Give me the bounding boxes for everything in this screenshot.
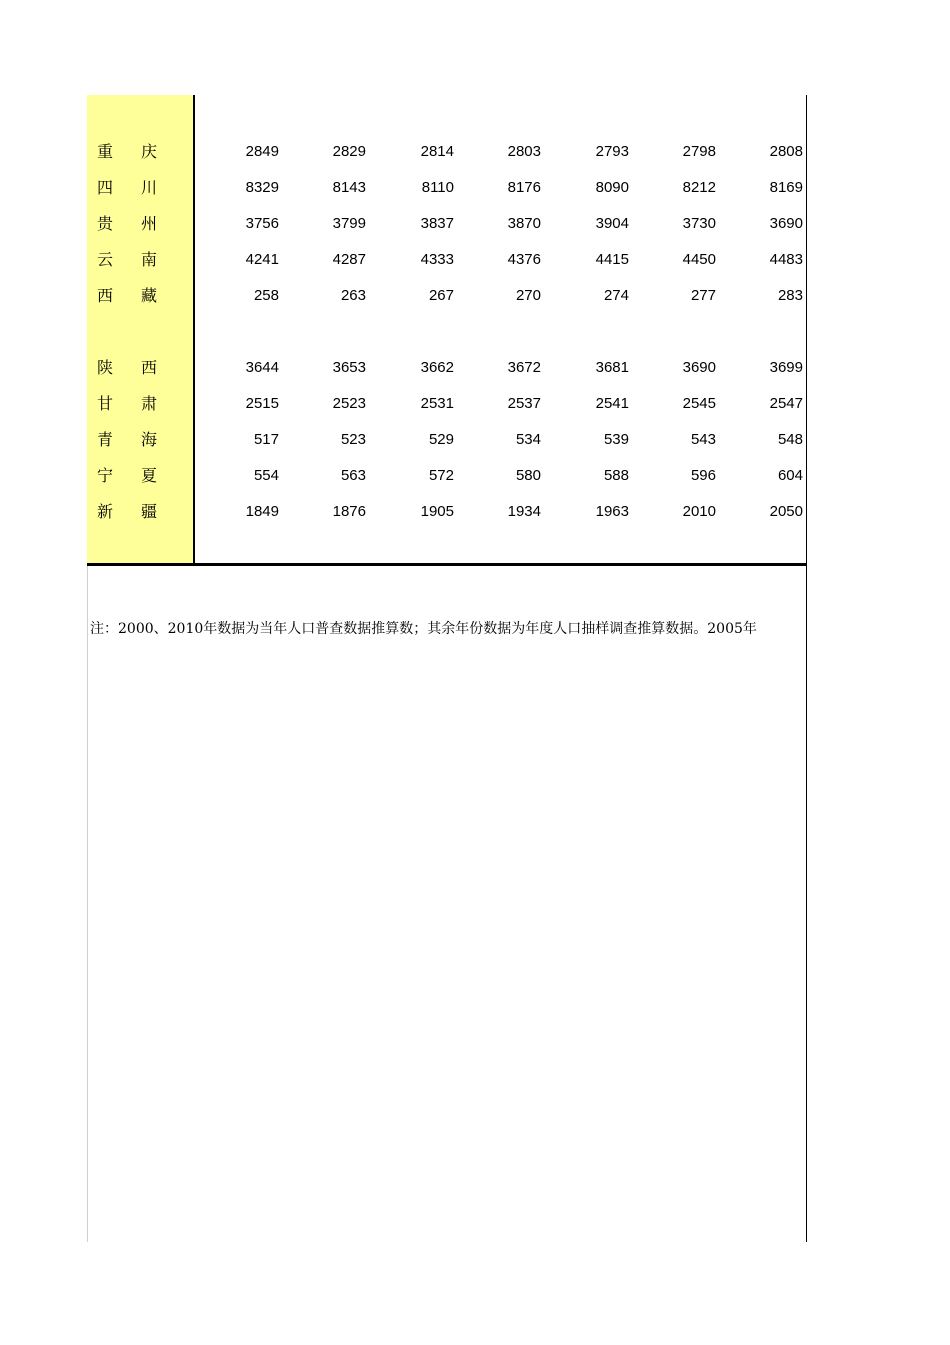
value-cell: 8176 (507, 179, 541, 196)
region-name-char: 贵 (97, 214, 114, 233)
value-cell: 274 (603, 287, 629, 304)
region-name-char: 西 (97, 286, 114, 305)
table-note: 注：2000、2010年数据为当年人口普查数据推算数；其余年份数据为年度人口抽样调查推算数据。2005年 (90, 621, 757, 637)
value-cell: 548 (777, 431, 803, 448)
table-row (0, 140, 950, 164)
value-cell: 8169 (769, 179, 803, 196)
value-cell: 517 (253, 431, 279, 448)
table-row (0, 428, 950, 452)
value-cell: 2545 (682, 395, 716, 412)
value-cell: 1934 (507, 503, 541, 520)
region-name (97, 140, 157, 164)
value-cell: 3662 (420, 359, 454, 376)
value-cell: 3799 (332, 215, 366, 232)
region-name (97, 464, 157, 488)
region-name-char: 川 (141, 178, 158, 197)
value-cell: 2531 (420, 395, 454, 412)
value-cell: 534 (515, 431, 541, 448)
value-cell: 4483 (769, 251, 803, 268)
value-cell: 3904 (595, 215, 629, 232)
region-name-char: 夏 (141, 466, 158, 485)
table-row (0, 392, 950, 416)
region-name-column (87, 95, 195, 564)
table-row (0, 464, 950, 488)
region-name-char: 州 (141, 214, 158, 233)
value-cell: 523 (340, 431, 366, 448)
value-cell: 596 (690, 467, 716, 484)
value-cell: 4415 (595, 251, 629, 268)
value-cell: 572 (428, 467, 454, 484)
value-cell: 2541 (595, 395, 629, 412)
region-name-char: 庆 (141, 142, 158, 161)
value-cell: 539 (603, 431, 629, 448)
value-cell: 8110 (421, 179, 454, 196)
region-name-char: 新 (97, 502, 114, 521)
region-name (97, 176, 157, 200)
value-cell: 3653 (332, 359, 366, 376)
region-name-char: 云 (97, 250, 114, 269)
table-row (0, 500, 950, 524)
value-cell: 1905 (420, 503, 454, 520)
value-cell: 2515 (245, 395, 279, 412)
value-cell: 580 (515, 467, 541, 484)
value-cell: 2547 (769, 395, 803, 412)
value-cell: 8090 (595, 179, 629, 196)
value-cell: 529 (428, 431, 454, 448)
region-name-char: 青 (97, 430, 114, 449)
region-name (97, 428, 157, 452)
region-name (97, 500, 157, 524)
value-cell: 2523 (332, 395, 366, 412)
table-row (0, 356, 950, 380)
value-cell: 2050 (769, 503, 803, 520)
value-cell: 563 (340, 467, 366, 484)
value-cell: 258 (253, 287, 279, 304)
value-cell: 2849 (245, 143, 279, 160)
region-name-char: 藏 (141, 286, 158, 305)
value-cell: 1876 (332, 503, 366, 520)
table-row (0, 212, 950, 236)
value-cell: 8212 (682, 179, 716, 196)
value-cell: 2829 (332, 143, 366, 160)
region-name-char: 四 (97, 178, 114, 197)
region-name (97, 212, 157, 236)
region-name (97, 356, 157, 380)
value-cell: 3756 (245, 215, 279, 232)
region-name-char: 陕 (97, 358, 114, 377)
value-cell: 4241 (245, 251, 279, 268)
value-cell: 263 (340, 287, 366, 304)
value-cell: 1963 (595, 503, 629, 520)
value-cell: 3730 (682, 215, 716, 232)
value-cell: 554 (253, 467, 279, 484)
value-cell: 2814 (420, 143, 454, 160)
value-cell: 2808 (769, 143, 803, 160)
value-cell: 1849 (245, 503, 279, 520)
value-cell: 3672 (507, 359, 541, 376)
value-cell: 4450 (682, 251, 716, 268)
region-name-char: 疆 (141, 502, 158, 521)
table-row (0, 284, 950, 308)
value-cell: 8329 (245, 179, 279, 196)
value-cell: 4376 (507, 251, 541, 268)
value-cell: 2010 (682, 503, 716, 520)
region-name-char: 肃 (141, 394, 158, 413)
value-cell: 4287 (332, 251, 366, 268)
value-cell: 3699 (769, 359, 803, 376)
value-cell: 3681 (595, 359, 629, 376)
value-cell: 3837 (420, 215, 454, 232)
value-cell: 3690 (682, 359, 716, 376)
value-cell: 588 (603, 467, 629, 484)
value-cell: 604 (777, 467, 803, 484)
value-cell: 277 (690, 287, 716, 304)
region-name (97, 284, 157, 308)
value-cell: 2803 (507, 143, 541, 160)
value-cell: 2793 (595, 143, 629, 160)
region-name-char: 重 (97, 142, 114, 161)
region-name-char: 海 (141, 430, 158, 449)
table-row (0, 176, 950, 200)
value-cell: 2537 (507, 395, 541, 412)
value-cell: 8143 (332, 179, 366, 196)
value-cell: 3644 (245, 359, 279, 376)
region-name-char: 南 (141, 250, 158, 269)
value-cell: 543 (690, 431, 716, 448)
region-name (97, 248, 157, 272)
table-bottom-rule (87, 563, 807, 566)
region-name-char: 宁 (97, 466, 114, 485)
value-cell: 3870 (507, 215, 541, 232)
region-name (97, 392, 157, 416)
left-border (87, 564, 88, 1242)
value-cell: 283 (777, 287, 803, 304)
value-cell: 270 (515, 287, 541, 304)
value-cell: 2798 (682, 143, 716, 160)
region-name-char: 甘 (97, 394, 114, 413)
table-row (0, 248, 950, 272)
value-cell: 3690 (769, 215, 803, 232)
value-cell: 4333 (420, 251, 454, 268)
value-cell: 267 (428, 287, 454, 304)
region-name-char: 西 (141, 358, 158, 377)
